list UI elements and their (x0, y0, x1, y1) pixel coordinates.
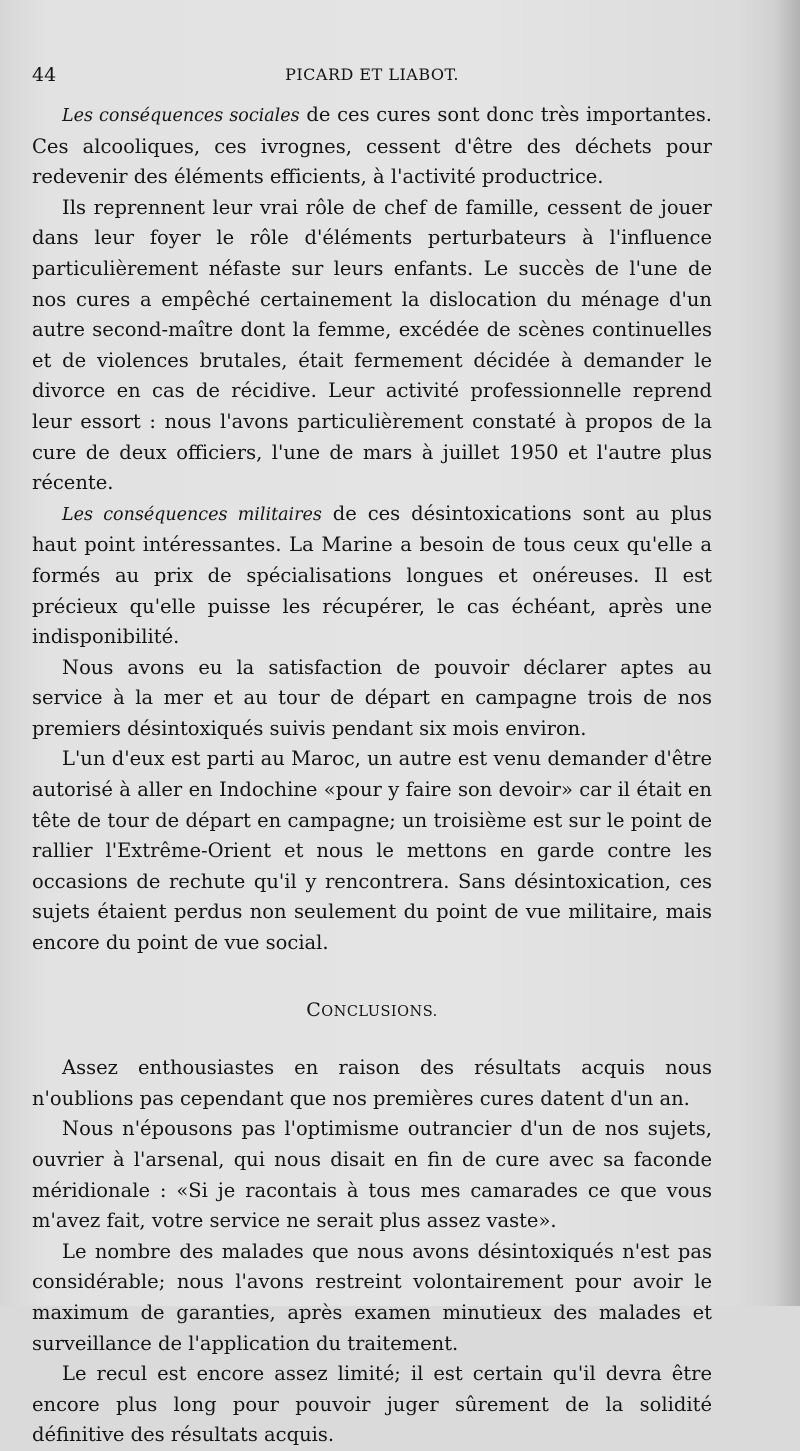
section-title-conclusions (32, 995, 712, 1028)
paragraph-social-consequences (32, 100, 712, 193)
paragraph-conclusion-hindsight: Le recul est encore assez limité; il est certain qu'il devra être encore plus long pour pouvoir juger sûrement de la solidité définitive des résultats acquis. (32, 1362, 712, 1447)
paragraph-deployments: L'un d'eux est parti au Maroc, un autre est venu demander d'être autorisé à aller en Indochine «pour y faire son devoir» car il était en tête de tour de départ en campagne; un troisième est sur le point de rallier l'Extrême-Orient et nous le mettons en garde contre les occasions de rechute qu'il y rencontrera. Sans désintoxication, ces sujets étaient perdus non seulement du point de vue militaire, mais encore du point de vue social. (32, 747, 712, 955)
paragraph-family-role: Ils reprennent leur vrai rôle de chef de famille, cessent de jouer dans leur foyer le rôle d'éléments perturbateurs à l'influence particulièrement néfaste sur leurs enfants. Le succès de l'une de nos cures a empêché certainement la dislocation du ménage d'un autre second-maître dont la femme, excédée de scènes continuelles et de violences brutales, était fermement décidée à demander le divorce en cas de récidive. Leur activité professionnelle reprend leur essort : nous l'avons particulièrement constaté à propos de la cure de deux officiers, l'une de mars à juillet 1950 et l'autre plus récente. (32, 195, 712, 495)
paragraph-fit-for-service: Nous avons eu la satisfaction de pouvoir déclarer aptes au service à la mer et au tour de départ en campagne trois de nos premiers désintoxiqués suivis pendant six mois environ. (32, 655, 712, 740)
page-header (32, 58, 712, 88)
paragraph-lead-italic: Les conséquences militaires (62, 504, 322, 525)
paragraph-lead-italic: Les conséquences sociales (62, 106, 300, 126)
section-title-initial: C (306, 998, 322, 1021)
paragraph-conclusion-optimism: Nous n'épousons pas l'optimisme outrancier d'un de nos sujets, ouvrier à l'arsenal, qui nous disait en fin de cure avec sa faconde méridionale : «Si je racontais à tous mes camarades ce que vous m'avez fait, votre service ne serait plus assez vaste». (32, 1117, 712, 1233)
paragraph-text: de ces désintoxications sont au plus haut point intéressantes. La Marine a besoin de tous ceux qu'elle a formés au prix de spécialisations longues et onéreuses. Il est précieux qu'elle puisse les récupérer, le cas échéant, après une indisponibilité. (32, 501, 713, 649)
page-number: 44 (32, 64, 57, 86)
paragraph-text: de ces cures sont donc très importantes. Ces alcooliques, ces ivrognes, cessent d'être des déchets pour redevenir des éléments efficients, à l'activité productrice. (32, 103, 712, 189)
page-body (32, 100, 712, 1451)
section-title-rest: ONCLUSIONS. (321, 1003, 438, 1020)
scan-edge-shadow (774, 0, 800, 1306)
paragraph-conclusion-results: Assez enthousiastes en raison des résultats acquis nous n'oublions pas cependant que nos premières cures datent d'un an. (32, 1056, 712, 1110)
running-head: PICARD ET LIABOT. (285, 65, 459, 84)
paragraph-conclusion-number: Le nombre des malades que nous avons désintoxiqués n'est pas considérable; nous l'avons restreint volontairement pour avoir le maximum de garanties, après examen minutieux des malades et surveillance de l'application du traitement. (32, 1239, 712, 1355)
paragraph-military-consequences (32, 499, 712, 653)
